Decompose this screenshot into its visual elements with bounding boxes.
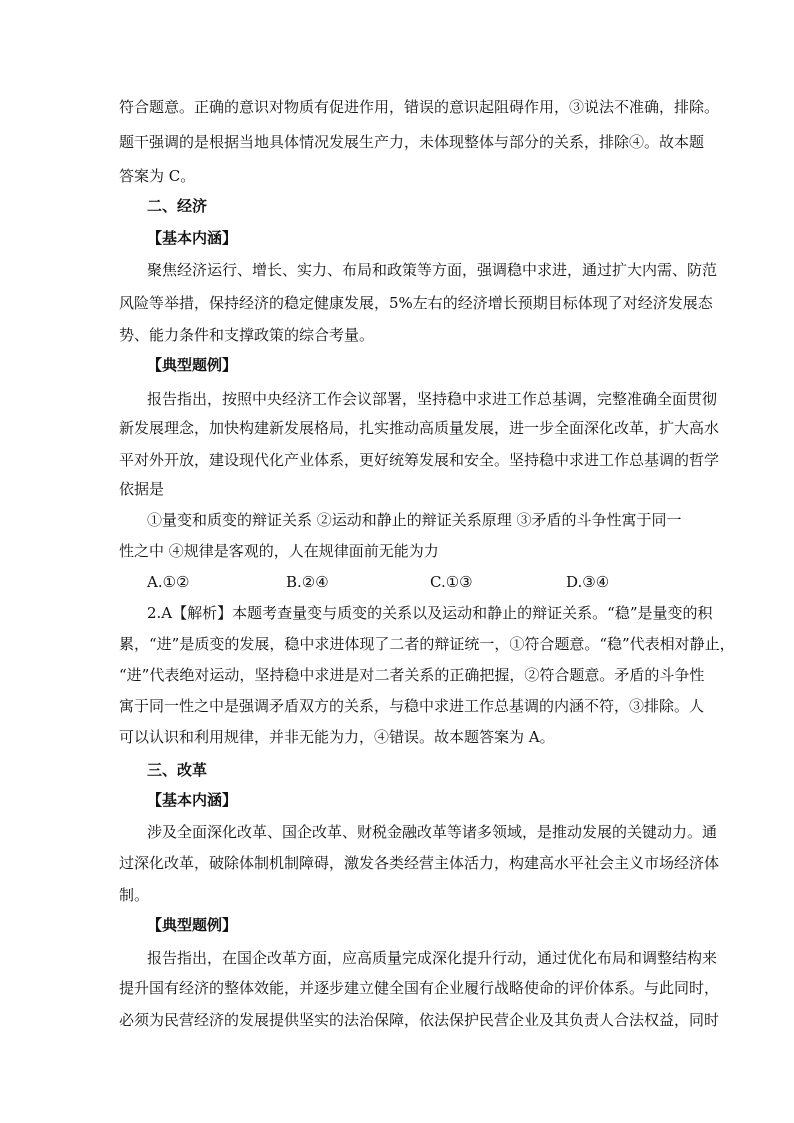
question-text-line: 提升国有经济的整体效能，并逐步建立健全国有企业履行战略使命的评价体系。与此同时，: [119, 979, 720, 997]
section-heading: 二、经济: [147, 197, 208, 215]
body-text-line: 题干强调的是根据当地具体情况发展生产力，未体现整体与部分的关系，排除④。故本题: [119, 133, 705, 151]
sub-label-basic: 【基本内涵】: [147, 791, 238, 809]
option-c: C.①③: [430, 573, 473, 591]
body-text-line: 制。: [119, 886, 150, 904]
answer-text-line: 寓于同一性之中是强调矛盾双方的关系，与稳中求进工作总基调的内涵不符，③排除。人: [119, 697, 705, 715]
question-text-line: 平对外开放，建设现代化产业体系，更好统筹发展和安全。坚持稳中求进工作总基调的哲学: [119, 451, 720, 469]
answer-text-line: 累，“进”是质变的发展，稳中求进体现了二者的辩证统一，①符合题意。“稳”代表相对静止，: [119, 635, 735, 653]
body-text-line: 过深化改革，破除体制机制障碍，激发各类经营主体活力，构建高水平社会主义市场经济体: [119, 854, 720, 872]
question-text-line: 新发展理念，加快构建新发展格局，扎实推动高质量发展，进一步全面深化改革，扩大高水: [119, 419, 720, 437]
answer-text-line: “进”代表绝对运动，坚持稳中求进是对二者关系的正确把握，②符合题意。矛盾的斗争性: [119, 666, 705, 684]
sub-label-basic: 【基本内涵】: [147, 229, 238, 247]
body-text-line: 符合题意。正确的意识对物质有促进作用，错误的意识起阻碍作用，③说法不准确，排除。: [119, 98, 720, 116]
question-text-line: 依据是: [119, 480, 165, 498]
answer-text-line: 可以认识和利用规律，并非无能为力，④错误。故本题答案为 A。: [119, 728, 555, 746]
question-text-line: 报告指出，在国企改革方面，应高质量完成深化提升行动，通过优化布局和调整结构来: [147, 949, 718, 967]
answer-text-line: 2.A【解析】本题考查量变与质变的关系以及运动和静止的辩证关系。“稳”是量变的积: [147, 604, 713, 622]
question-text-line: 报告指出，按照中央经济工作会议部署，坚持稳中求进工作总基调，完整准确全面贯彻: [147, 390, 718, 408]
body-text-line: 势、能力条件和支撑政策的综合考量。: [119, 326, 375, 344]
body-text-line: 风险等举措，保持经济的稳定健康发展，5%左右的经济增长预期目标体现了对经济发展态: [119, 294, 713, 312]
question-text-line: 必须为民营经济的发展提供坚实的法治保障，依法保护民营企业及其负责人合法权益，同时: [119, 1011, 720, 1029]
option-d: D.③④: [566, 573, 610, 591]
section-heading: 三、改革: [147, 761, 208, 779]
body-text-line: 答案为 C。: [119, 167, 196, 185]
statement-line: 性之中 ④规律是客观的，人在规律面前无能为力: [119, 542, 439, 560]
sub-label-example: 【典型题例】: [147, 916, 238, 934]
option-b: B.②④: [286, 573, 329, 591]
body-text-line: 聚焦经济运行、增长、实力、布局和政策等方面，强调稳中求进，通过扩大内需、防范: [147, 261, 718, 279]
sub-label-example: 【典型题例】: [147, 356, 238, 374]
statement-line: ①量变和质变的辩证关系 ②运动和静止的辩证关系原理 ③矛盾的斗争性寓于同一: [147, 511, 682, 529]
body-text-line: 涉及全面深化改革、国企改革、财税金融改革等诸多领域，是推动发展的关键动力。通: [147, 823, 718, 841]
option-a: A.①②: [147, 573, 190, 591]
